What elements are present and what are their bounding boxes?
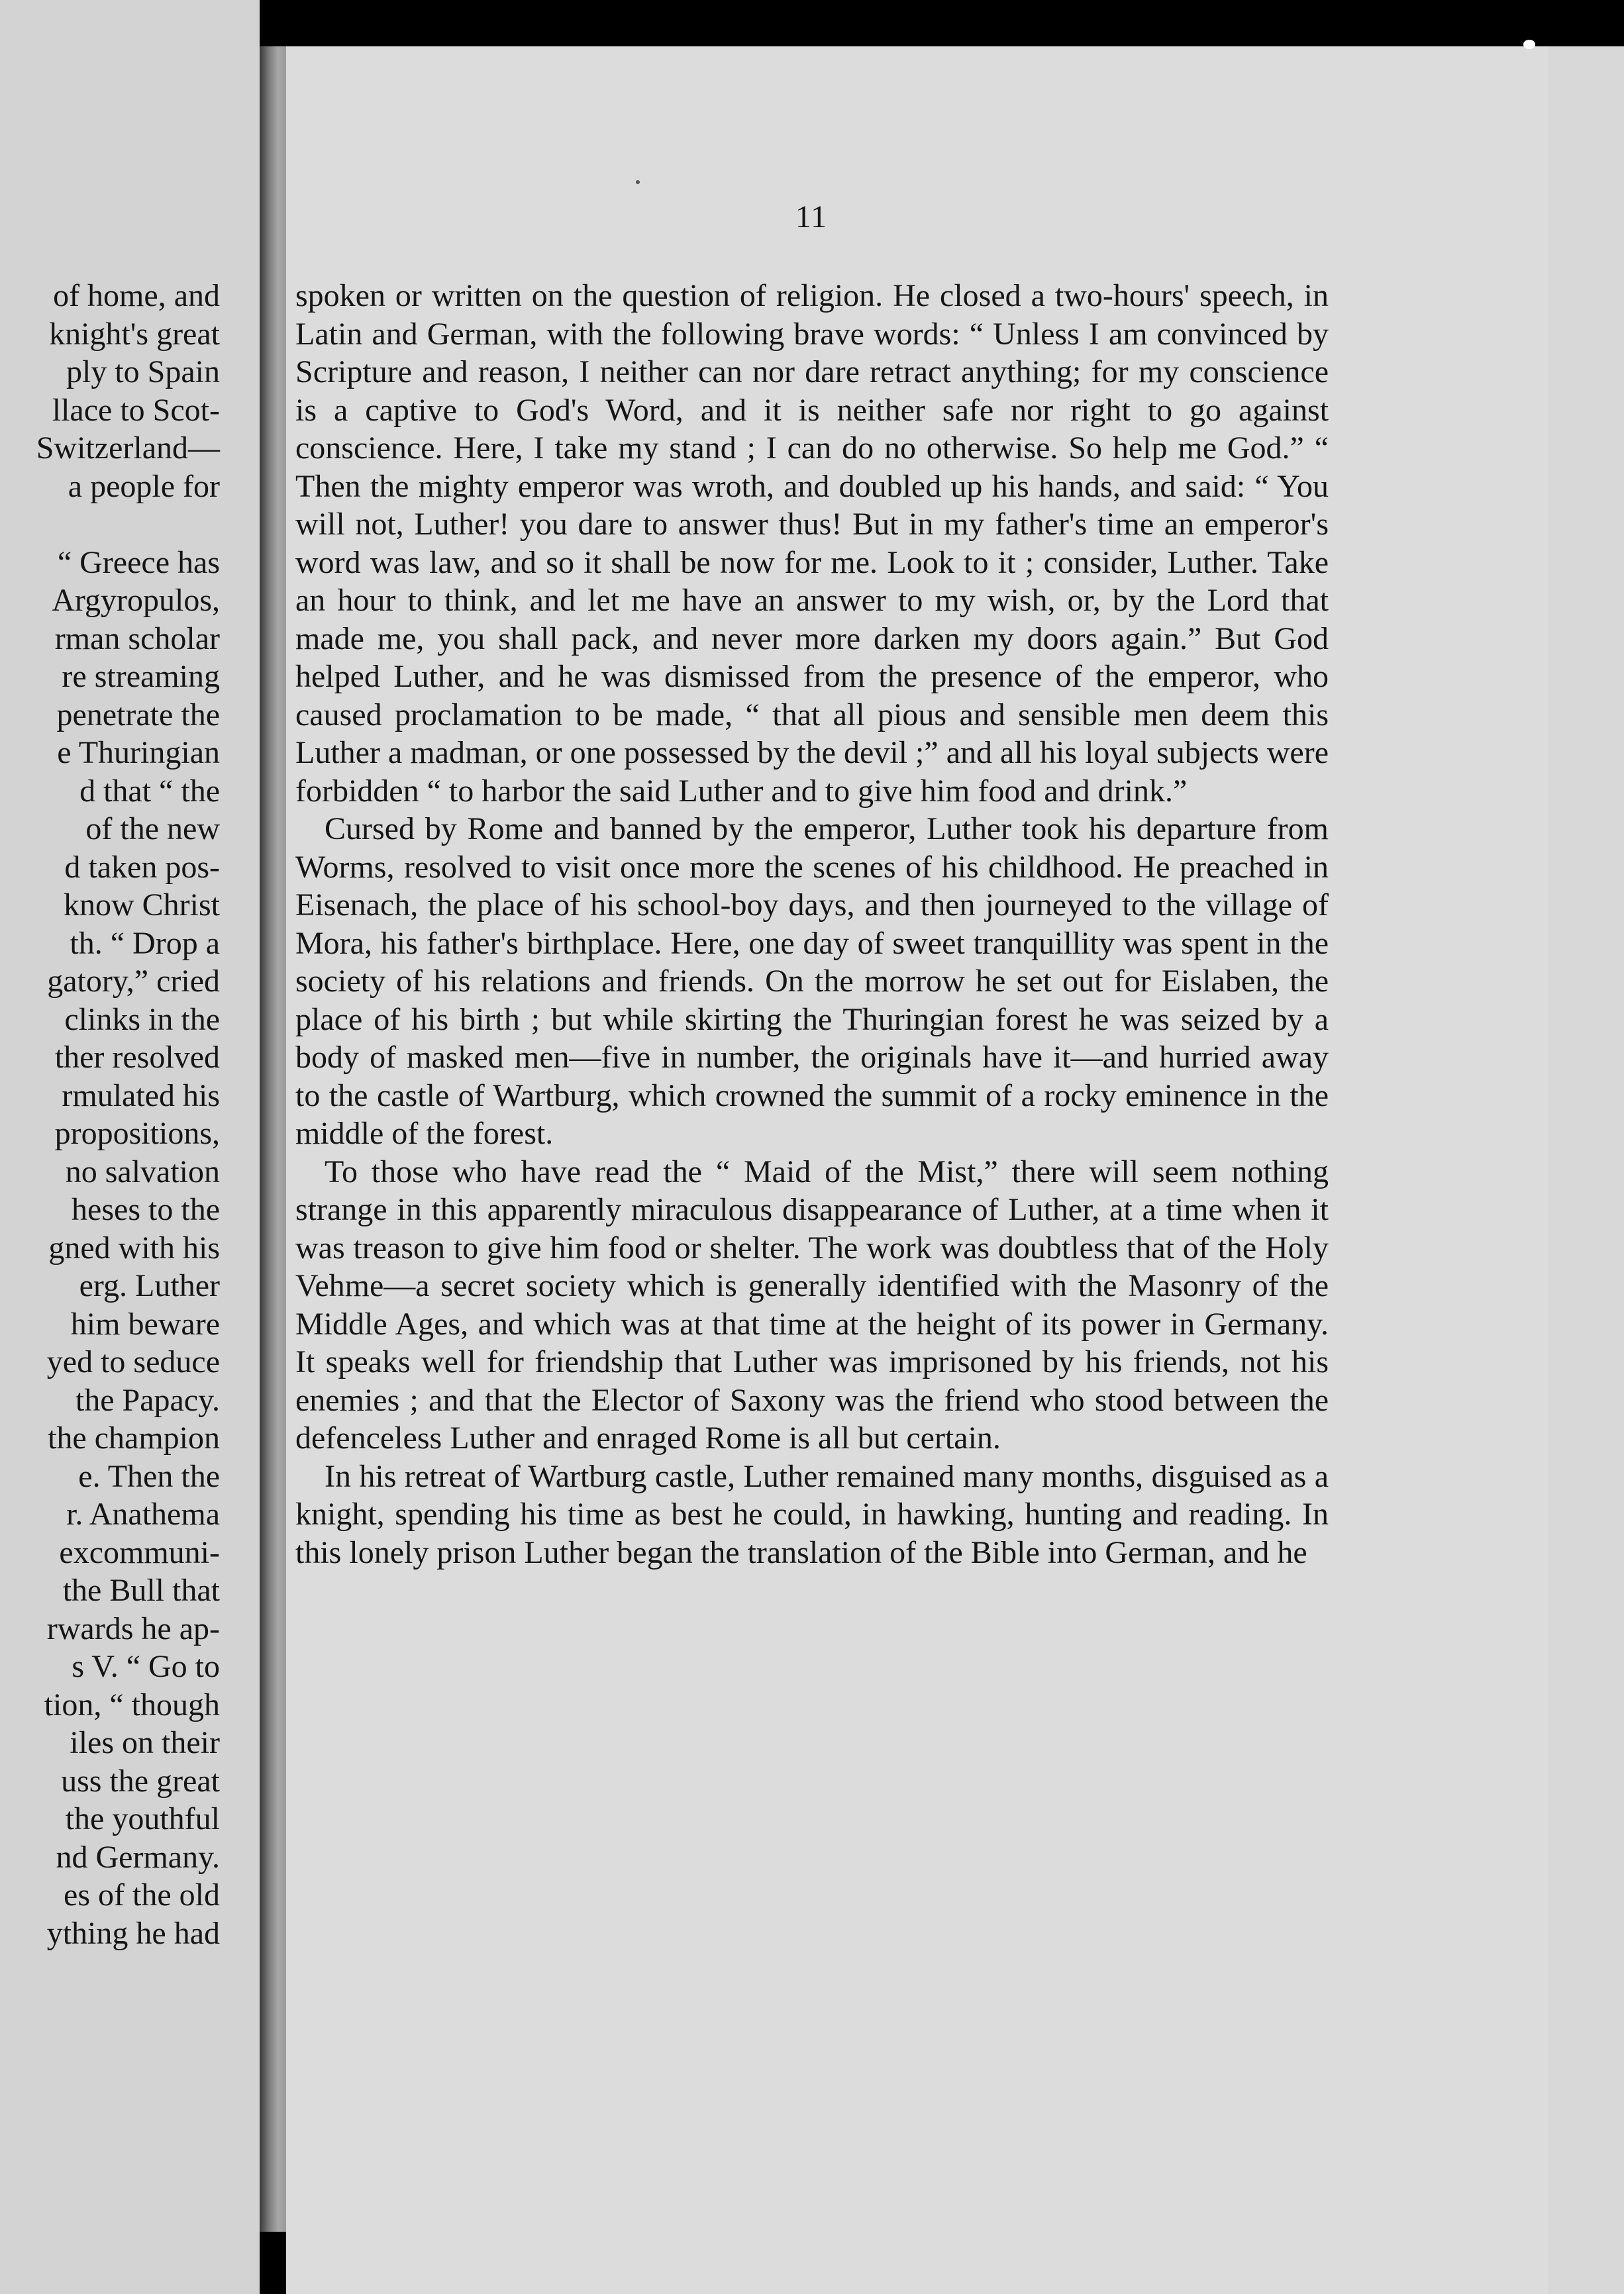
paragraph: In his retreat of Wartburg castle, Luther remained many months, disguised as a knight, spending his time as best he could, in hawking, hunting and reading. In this lonely prison Luther began the translation of the Bible into German, and he — [295, 1458, 1329, 1570]
left-page-line: gned with his — [48, 1230, 220, 1266]
left-page-line — [36, 505, 220, 544]
left-page-line: nd Germany. — [56, 1839, 220, 1875]
left-page-line: propositions, — [54, 1116, 220, 1151]
left-page-line: gatory,” cried — [47, 964, 220, 999]
left-page-line: the Bull that — [62, 1573, 220, 1608]
left-page-line: of the new — [85, 811, 220, 846]
left-page-line: th. “ Drop a — [70, 925, 220, 961]
left-page-line: yed to seduce — [46, 1344, 220, 1379]
left-page-line: know Christ — [63, 887, 220, 923]
paragraph: To those who have read the “ Maid of the Mist,” there will seem nothing strange in this apparently miraculous disappearance of Luther, at a time when it was treason to give him food or shelter. The work was doubtless that of the Holy Vehme—a secret society which is generally identified with the Masonry of the Middle Ages, and which was at that time at the height of its power in Germany. It speaks well for friendship that Luther was imprisoned by his friends, not his enemies ; and that the Elector of Saxony was the friend who stood between the defenceless Luther and enraged Rome is all but certain. — [295, 1154, 1329, 1456]
left-page-line: ther resolved — [54, 1040, 220, 1075]
left-page-line: the Papacy. — [75, 1382, 220, 1418]
left-page-line: penetrate the — [56, 697, 220, 732]
left-page-line: the champion — [48, 1421, 220, 1456]
left-page-line: “ Greece has — [57, 544, 220, 580]
left-page-line: erg. Luther — [79, 1268, 220, 1303]
left-page-line: s V. “ Go to — [72, 1649, 220, 1684]
left-page-line: him beware — [70, 1306, 220, 1342]
left-page-line: clinks in the — [64, 1001, 220, 1037]
left-page-line: r. Anathema — [66, 1497, 220, 1532]
left-page-line: d taken pos- — [64, 849, 220, 885]
left-page-line: es of the old — [64, 1877, 220, 1913]
left-page-line: no salvation — [65, 1154, 220, 1189]
left-page-line: Argyropulos, — [52, 583, 220, 618]
page-margin-right — [1548, 46, 1624, 2294]
left-page-line: knight's great — [49, 316, 220, 352]
left-page-line: e Thuringian — [57, 735, 220, 770]
left-page-line: heses to the — [72, 1192, 220, 1227]
left-page-line: iles on their — [70, 1725, 220, 1760]
left-page-line: a people for — [68, 468, 220, 504]
scan-speck — [1523, 40, 1535, 49]
left-page-line: tion, “ though — [44, 1687, 220, 1722]
left-page-line: e. Then the — [78, 1458, 220, 1494]
left-page-line: d that “ the — [79, 773, 220, 809]
left-page-line: uss the great — [61, 1763, 220, 1799]
body-text — [295, 277, 1329, 1571]
left-page-line: excommuni- — [59, 1534, 220, 1570]
paragraph: spoken or written on the question of religion. He closed a two-hours' speech, in Latin and German, with the following brave words: “ Unless I am convinced by Scripture and reason, I neither can nor dare retract anything; for my conscience is a captive to God's Word, and it is neither safe nor right to go against conscience. Here, I take my stand ; I can do no otherwise. So help me God.” “ Then the mighty emperor was wroth, and doubled up his hands, and said: “ You will not, Luther! you dare to answer thus! But in my father's time an emperor's word was law, and so it shall be now for me. Look to it ; consider, Luther. Take an hour to think, and let me have an answer to my wish, or, by the Lord that made me, you shall pack, and never more darken my doors again.” But God helped Luther, and he was dismissed from the presence of the emperor, who caused proclamation to be made, “ that all pious and sensible men deem this Luther a madman, or one possessed by the devil ;” and all his loyal subjects were forbidden “ to harbor the said Luther and to give him food and drink.” — [295, 278, 1329, 809]
left-page-line: rwards he ap- — [46, 1611, 220, 1646]
left-page-line: rman scholar — [54, 621, 220, 656]
scan-speck — [636, 180, 640, 184]
left-page — [0, 0, 260, 2294]
paragraph: Cursed by Rome and banned by the emperor, Luther took his departure from Worms, resolved to visit once more the scenes of his childhood. He preached in Eisenach, the place of his school-boy days, and then journeyed to the village of Mora, his father's birthplace. Here, one day of sweet tranquillity was spent in the society of his relations and friends. On the morrow he set out for Eislaben, the place of his birth ; but while skirting the Thuringian forest he was seized by a body of masked men—five in number, the originals have it—and hurried away to the castle of Wartburg, which crowned the summit of a rocky eminence in the middle of the forest. — [295, 811, 1329, 1151]
left-page-line: llace to Scot- — [52, 392, 220, 428]
left-page-line: ply to Spain — [66, 354, 220, 389]
left-page-text-fragments — [36, 277, 220, 1952]
left-page-line: re streaming — [62, 659, 220, 694]
left-page-line: the youthful — [65, 1801, 220, 1836]
left-page-line: Switzerland— — [36, 430, 220, 466]
left-page-line: of home, and — [53, 278, 220, 313]
left-page-line: ything he had — [46, 1915, 220, 1951]
page-number: 11 — [795, 199, 828, 234]
book-gutter — [260, 46, 286, 2232]
left-page-line: rmulated his — [62, 1077, 220, 1113]
